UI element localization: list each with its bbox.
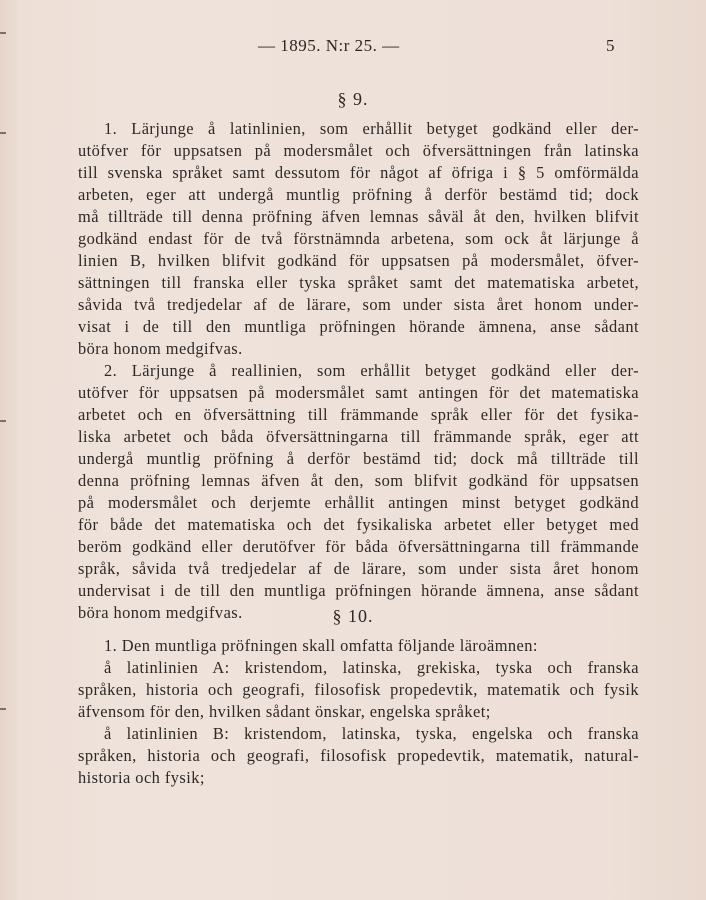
section-10-heading: § 10. [332,606,374,626]
section-9-heading: § 9. [337,89,369,109]
binding-mark [0,708,6,710]
text-line: utöfver för uppsatsen på modersmålet samt antingen för det matematiska [78,383,639,402]
text-line: å latinlinien B: kristendom, latinska, tyska, engelska och franska [104,724,639,743]
text-line: 2. Lärjunge å reallinien, som erhållit betyget godkänd eller der- [104,361,639,380]
text-line: språken, historia och geografi, filosofisk propedevtik, matematik och fysik [78,680,639,699]
page-number: 5 [606,36,615,55]
text-line: må tillträde till denna pröfning äfven lemnas såväl åt den, hvilken blifvit [78,207,639,226]
text-line: böra honom medgifvas. [78,603,243,622]
page-header [0,36,706,58]
text-line: arbetet och en öfversättning till främmande språk eller för det fysika- [78,405,639,424]
text-line: 1. Den muntliga pröfningen skall omfatta följande läroämnen: [104,636,538,655]
text-line: sättningen till franska eller tyska språket samt det matematiska arbetet, [78,273,639,292]
text-line: till svenska språket samt dessutom för något af öfriga i § 5 omförmälda [78,163,639,182]
text-line: utöfver för uppsatsen på modersmålet och öfversättningen från latinska [78,141,639,160]
text-line: arbeten, eger att undergå muntlig pröfning å derför bestämd tid; dock [78,185,639,204]
text-line: språk, såvida två tredjedelar af de lärare, som under sista året honom [78,559,639,578]
text-line: för både det matematiska och det fysikaliska arbetet eller betyget med [78,515,639,534]
binding-mark [0,420,6,422]
binding-mark [0,32,6,34]
text-line: å latinlinien A: kristendom, latinska, grekiska, tyska och franska [104,658,639,677]
binding-mark [0,132,6,134]
text-line: beröm godkänd eller derutöfver för båda öfversättningarna till främmande [78,537,639,556]
text-line: denna pröfning lemnas äfven åt den, som blifvit godkänd för uppsatsen [78,471,639,490]
text-line: äfvensom för den, hvilken sådant önskar, engelska språket; [78,702,491,721]
text-line: linien B, hvilken blifvit godkänd för uppsatsen på modersmålet, öfver- [78,251,639,270]
text-line: undervisat i de till den muntliga pröfningen hörande ämnena, anse sådant [78,581,639,600]
text-line: böra honom medgifvas. [78,339,243,358]
text-line: såvida två tredjedelar af de lärare, som under sista året honom under- [78,295,639,314]
text-line: liska arbetet och båda öfversättningarna till främmande språk, eger att [78,427,639,446]
text-line: undergå muntlig pröfning å derför bestämd tid; dock må tillträde till [78,449,639,468]
text-line: visat i de till den muntliga pröfningen hörande ämnena, anse sådant [78,317,639,336]
text-line: godkänd endast för de två förstnämnda arbetena, som ock åt lärjunge å [78,229,639,248]
text-line: språken, historia och geografi, filosofisk propedevtik, matematik, natural- [78,746,639,765]
text-line: historia och fysik; [78,768,205,787]
running-head: — 1895. N:r 25. — [258,36,400,55]
text-line: 1. Lärjunge å latinlinien, som erhållit betyget godkänd eller der- [104,119,639,138]
text-line: på modersmålet och derjemte erhållit antingen minst betyget godkänd [78,493,639,512]
